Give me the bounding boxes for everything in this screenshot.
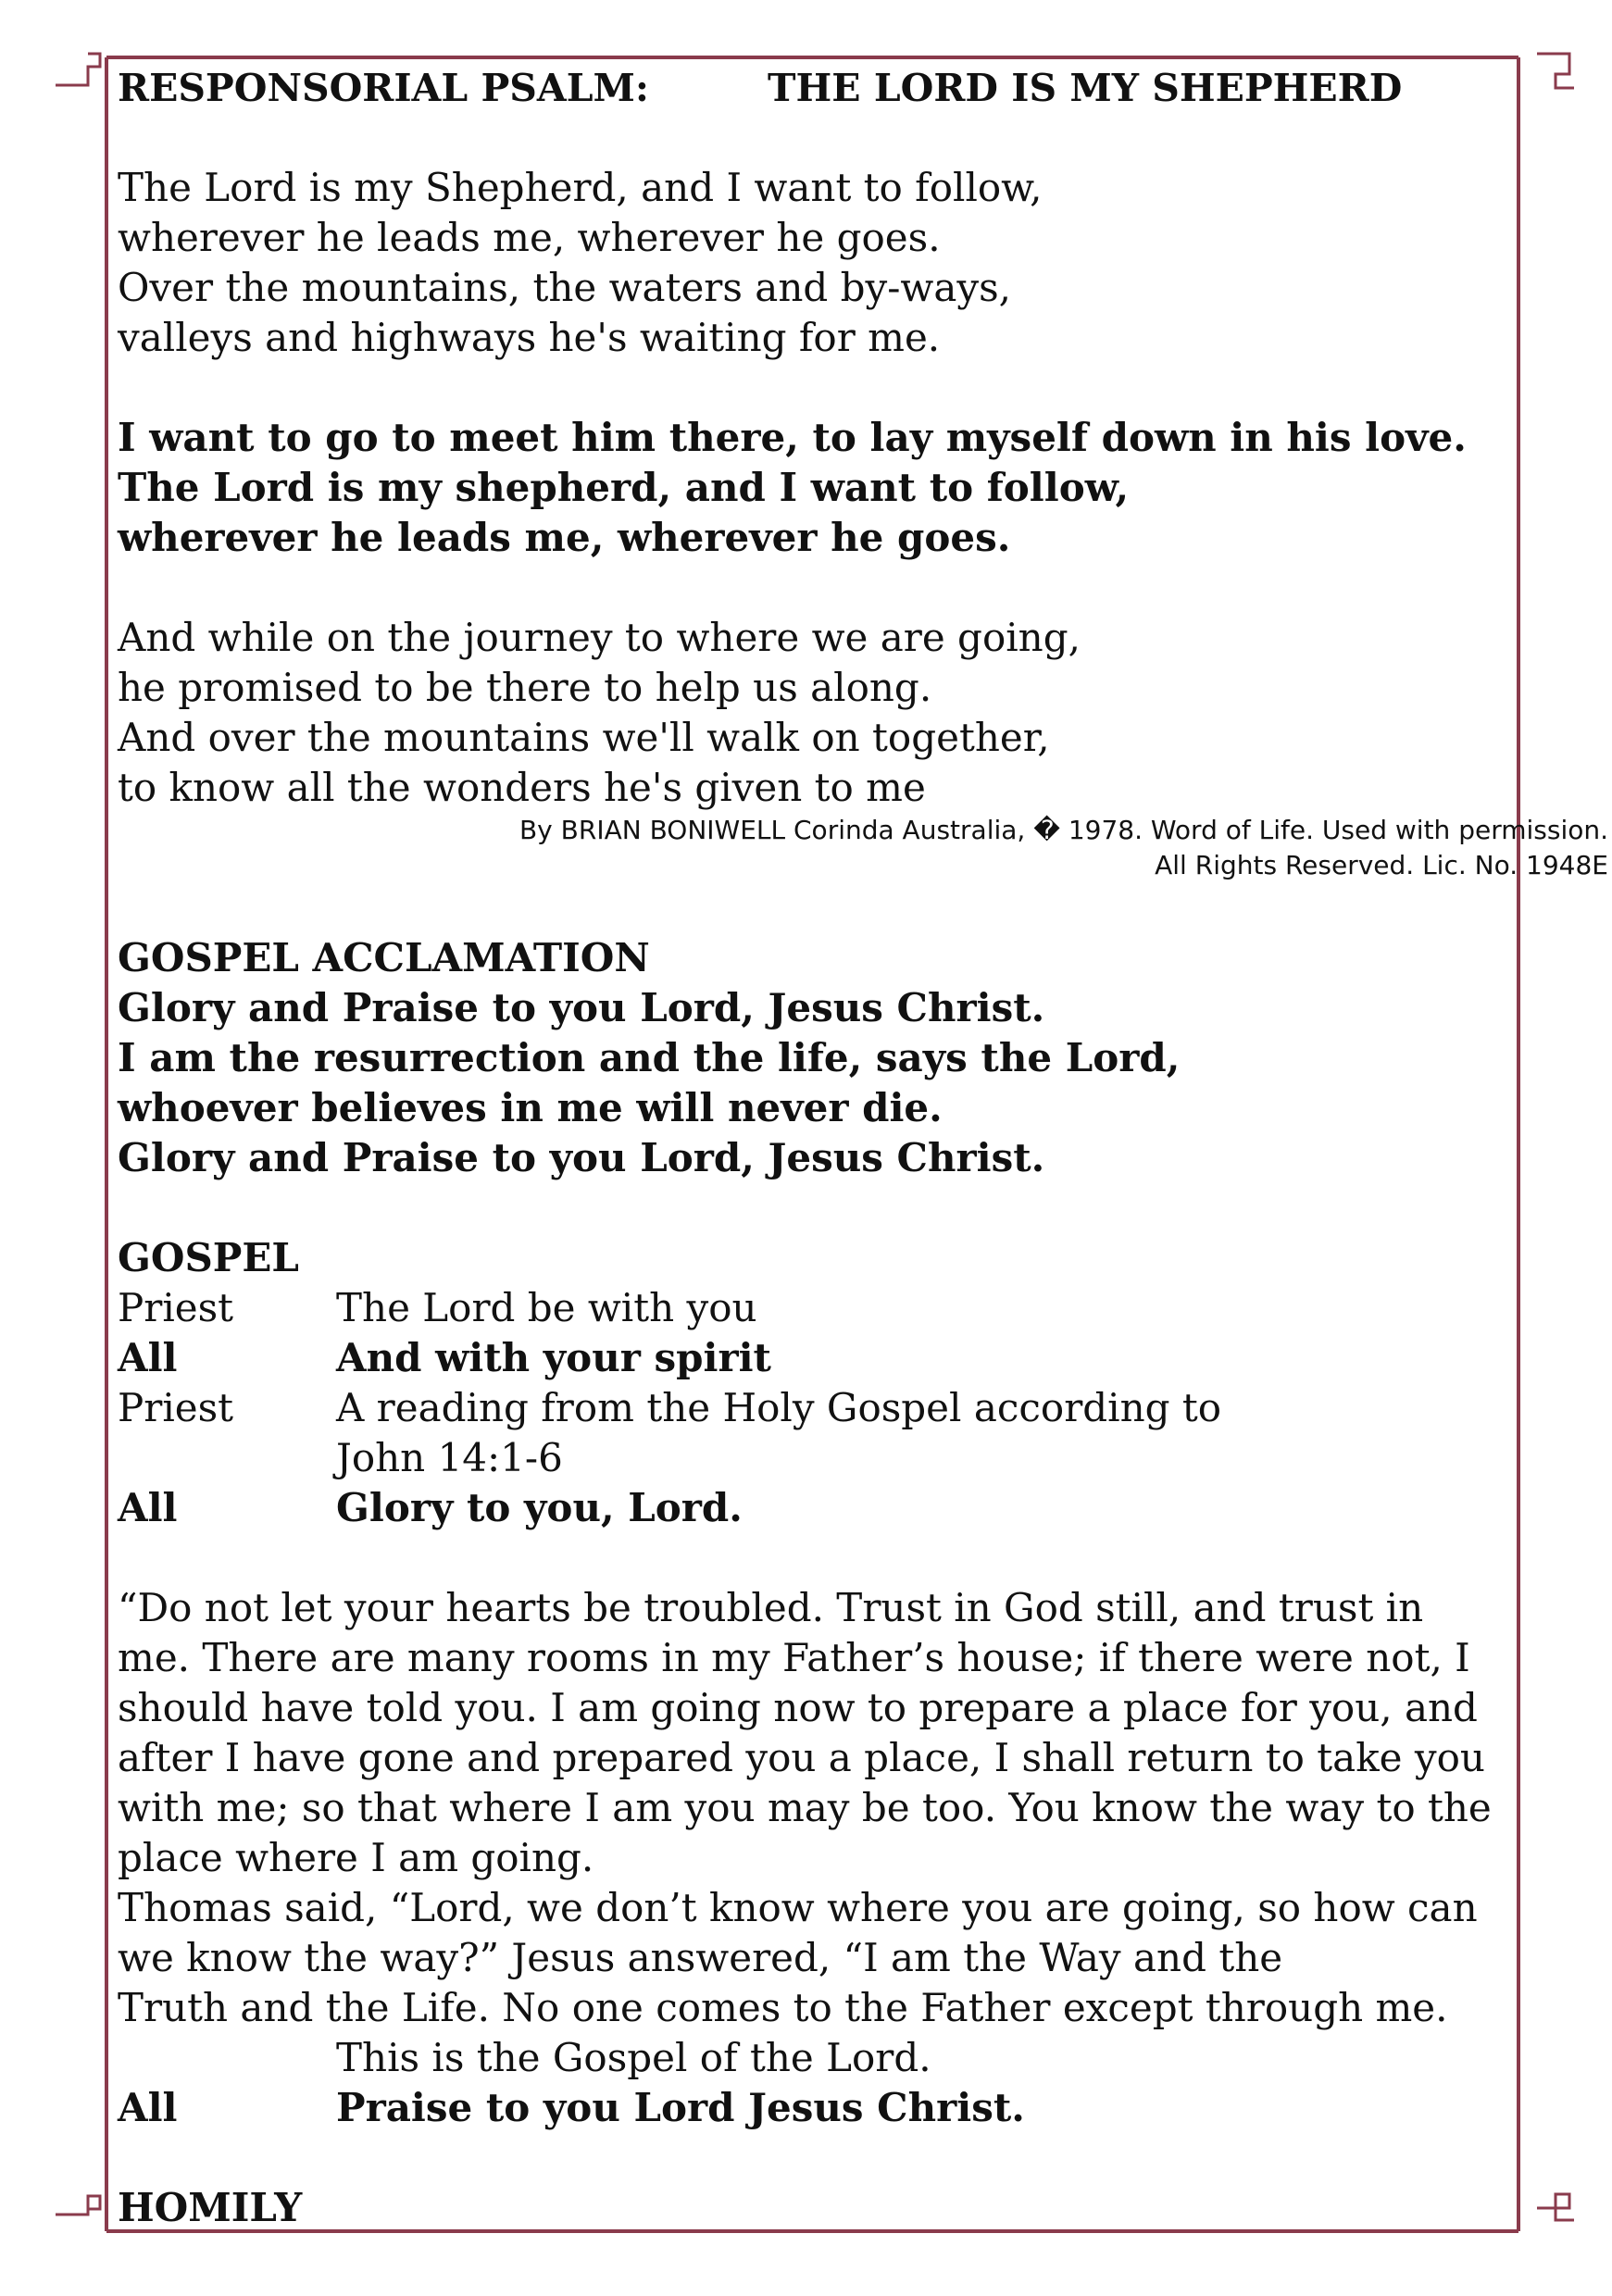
acclamation-line: I am the resurrection and the life, says the Lord, (118, 1035, 1181, 1080)
dialogue-row (118, 1483, 1562, 1533)
reading-line: Thomas said, “Lord, we don’t know where you are going, so how can (118, 1885, 1478, 1930)
psalm-verse-2 (118, 613, 1562, 813)
dialogue-row (118, 1383, 1562, 1433)
dialogue-text: A reading from the Holy Gospel according to (336, 1385, 1222, 1430)
acclamation-line: whoever believes in me will never die. (118, 1085, 943, 1130)
verse-line: valleys and highways he's waiting for me. (118, 315, 941, 360)
reading-line: with me; so that where I am you may be too. You know the way to the (118, 1785, 1492, 1830)
dialogue-row (118, 1283, 1562, 1333)
psalm-label: RESPONSORIAL PSALM: (118, 66, 650, 110)
reading-line: me. There are many rooms in my Father’s house; if there were not, I (118, 1635, 1470, 1680)
credit-line: By BRIAN BONIWELL Corinda Australia, � 1978. Word of Life. Used with permission. (519, 815, 1608, 845)
gospel-heading: GOSPEL (118, 1235, 299, 1280)
document-page (118, 56, 1608, 2233)
psalm-refrain (118, 413, 1562, 563)
dialogue-text: And with your spirit (336, 1335, 771, 1380)
speaker: Priest (118, 1285, 234, 1330)
verse-line: The Lord is my Shepherd, and I want to follow, (118, 165, 1043, 210)
verse-line: he promised to be there to help us along. (118, 665, 932, 710)
speaker: All (118, 1335, 178, 1380)
speaker: All (118, 2085, 178, 2130)
credit-line: All Rights Reserved. Lic. No. 1948E (1155, 850, 1608, 880)
copyright-credit (118, 813, 1608, 883)
reading-line: place where I am going. (118, 1835, 594, 1880)
refrain-line: The Lord is my shepherd, and I want to follow, (118, 465, 1130, 510)
reading-line: “Do not let your hearts be troubled. Trust in God still, and trust in (118, 1585, 1424, 1630)
speaker (118, 1433, 336, 1483)
acclamation-heading: GOSPEL ACCLAMATION (118, 935, 650, 980)
dialogue-text: John 14:1-6 (336, 1435, 563, 1480)
psalm-title-row (118, 63, 1562, 113)
dialogue-row (118, 1333, 1562, 1383)
verse-line: And while on the journey to where we are going, (118, 615, 1081, 660)
reading-line: we know the way?” Jesus answered, “I am the Way and the (118, 1935, 1283, 1980)
verse-line: wherever he leads me, wherever he goes. (118, 215, 941, 260)
psalm-title: THE LORD IS MY SHEPHERD (768, 66, 1403, 110)
gospel-response-row (118, 2083, 1562, 2133)
verse-line: to know all the wonders he's given to me (118, 765, 926, 810)
refrain-line: wherever he leads me, wherever he goes. (118, 515, 1011, 560)
refrain-line: I want to go to meet him there, to lay myself down in his love. (118, 415, 1467, 460)
dialogue-text: The Lord be with you (336, 1285, 757, 1330)
gospel-dialogue (118, 1283, 1562, 1533)
reading-line: Truth and the Life. No one comes to the Father except through me. (118, 1985, 1448, 2030)
speaker: All (118, 1485, 178, 1530)
verse-line: Over the mountains, the waters and by-ways, (118, 265, 1012, 310)
verse-line: And over the mountains we'll walk on together, (118, 715, 1050, 760)
speaker: Priest (118, 1385, 234, 1430)
acclamation-lines (118, 983, 1562, 1183)
acclamation-line: Glory and Praise to you Lord, Jesus Christ. (118, 985, 1045, 1030)
dialogue-row (118, 1433, 1562, 1483)
gospel-closing: This is the Gospel of the Lord. (336, 2035, 931, 2080)
homily-heading: HOMILY (118, 2185, 303, 2230)
psalm-verse-1 (118, 163, 1562, 363)
reading-line: should have told you. I am going now to prepare a place for you, and (118, 1685, 1478, 1730)
acclamation-line: Glory and Praise to you Lord, Jesus Christ. (118, 1135, 1045, 1180)
reading-line: after I have gone and prepared you a place, I shall return to take you (118, 1735, 1485, 1780)
gospel-reading (118, 1583, 1562, 2033)
gospel-response: Praise to you Lord Jesus Christ. (336, 2085, 1025, 2130)
dialogue-text: Glory to you, Lord. (336, 1485, 743, 1530)
